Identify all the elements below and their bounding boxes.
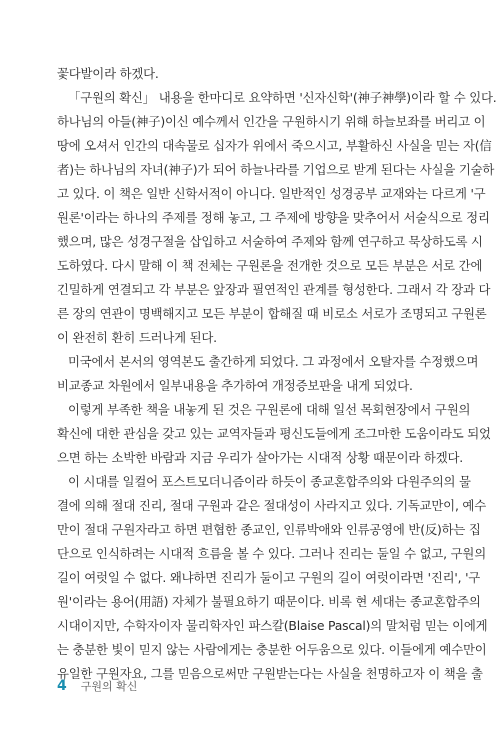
text-line: 는 충분한 빛이 믿지 않는 사람에게는 충분한 어두움으로 있다. 이들에게 예수만이 bbox=[57, 642, 487, 657]
text-line: 者)는 하나님의 자녀(神子)가 되어 하늘나라를 기업으로 받게 된다는 사실을 기술하 bbox=[57, 162, 495, 177]
text-line: 이렇게 부족한 책을 내놓게 된 것은 구원론에 대해 일선 목회현장에서 구원의 bbox=[68, 402, 471, 417]
text-line: 른 장의 연관이 명백해지고 모든 부분이 합해질 때 비로소 서로가 조명되고 구원론 bbox=[57, 306, 487, 321]
page-number: 4 bbox=[57, 678, 67, 694]
text-line: 고 있다. 이 책은 일반 신학서적이 아니다. 일반적인 성경공부 교재와는 다르게 '구 bbox=[57, 186, 486, 201]
text-line: 「구원의 확신」 내용을 한마디로 요약하면 '신자신학'(神子神學)이라 할 수 있다. bbox=[68, 90, 497, 105]
text-line: 원'이라는 용어(用語) 자체가 불필요하기 때문이다. 비록 현 세대는 종교혼합주의 bbox=[57, 594, 481, 609]
text-line: 확신에 대한 관심을 갖고 있는 교역자들과 평신도들에게 조그마한 도움이라도 되었 bbox=[57, 426, 491, 441]
running-title: 구원의 확신 bbox=[80, 680, 138, 693]
text-line: 도하였다. 다시 말해 이 책 전체는 구원론을 전개한 것으로 모든 부분은 서로 간에 bbox=[57, 258, 483, 273]
text-line: 했으며, 많은 성경구절을 삽입하고 서술하여 주제와 함께 연구하고 묵상하도록 시 bbox=[57, 234, 483, 249]
text-line: 하나님의 아들(神子)이신 예수께서 인간을 구원하시기 위해 하늘보좌를 버리고 이 bbox=[57, 114, 486, 129]
text-line: 비교종교 차원에서 일부내용을 추가하여 개정증보판을 내게 되었다. bbox=[57, 378, 413, 393]
text-line: 원론'이라는 하나의 주제를 정해 놓고, 그 주제에 방향을 맞추어서 서술식으로 정리 bbox=[57, 210, 490, 225]
text-line: 단으로 인식하려는 시대적 흐름을 볼 수 있다. 그러나 진리는 둘일 수 없고, 구원의 bbox=[57, 546, 486, 561]
text-line: 이 시대를 일컬어 포스트모더니즘이라 하듯이 종교혼합주의와 다원주의의 물 bbox=[68, 474, 471, 489]
text-line: 이 완전히 환히 드러나게 된다. bbox=[57, 330, 217, 345]
text-line: 만이 절대 구원자라고 하면 편협한 종교인, 인류박애와 인류공영에 반(反)하는 집 bbox=[57, 522, 481, 537]
page-footer bbox=[57, 676, 137, 696]
text-line: 으면 하는 소박한 바람과 지금 우리가 살아가는 시대적 상황 때문이라 하겠다. bbox=[57, 450, 463, 465]
text-line: 땅에 오셔서 인간의 대속물로 십자가 위에서 죽으시고, 부활하신 사실을 믿는 자(信 bbox=[57, 138, 492, 153]
text-line: 꽃다발이라 하겠다. bbox=[57, 66, 159, 81]
text-line: 긴밀하게 연결되고 각 부분은 앞장과 필연적인 관계를 형성한다. 그래서 각 장과 다 bbox=[57, 282, 491, 297]
text-line: 길이 여럿일 수 없다. 왜냐하면 진리가 둘이고 구원의 길이 여럿이라면 '진리', '구 bbox=[57, 570, 481, 585]
text-line: 유일한 구원자요, 그를 믿음으로써만 구원받는다는 사실을 천명하고자 이 책을 출 bbox=[57, 666, 483, 681]
text-line: 결에 의해 절대 진리, 절대 구원과 같은 절대성이 사라지고 있다. 기독교만이, 예수 bbox=[57, 498, 486, 513]
text-line: 미국에서 본서의 영역본도 출간하게 되었다. 그 과정에서 오탈자를 수정했으며 bbox=[68, 354, 479, 369]
text-line: 시대이지만, 수학자이자 물리학자인 파스칼(Blaise Pascal)의 말처럼 믿는 이에게 bbox=[57, 618, 488, 633]
